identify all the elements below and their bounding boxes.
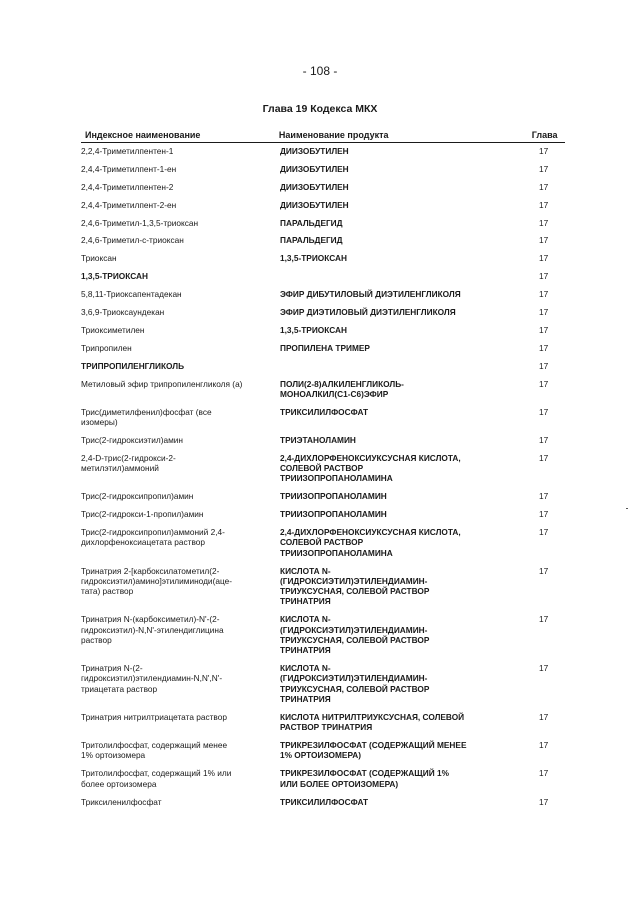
cell-chapter: 17 <box>539 740 549 751</box>
table-row <box>81 307 565 317</box>
cell-chapter: 17 <box>539 199 549 210</box>
cell-product-name: КИСЛОТА N- (ГИДРОКСИЭТИЛ)ЭТИЛЕНДИАМИН- ТРИУКСУСНАЯ, СОЛЕВОЙ РАСТВОР ТРИНАТРИЯ <box>280 565 430 607</box>
table-row <box>81 379 565 400</box>
table-row <box>81 407 565 428</box>
cell-index-name: Трис(2-гидрокси-1-пропил)амин <box>81 509 204 520</box>
cell-index-name: 2,4,6-Триметил-с-триоксан <box>81 235 184 246</box>
cell-index-name: 2,4-D-трис(2-гидрокси-2- метилэтил)аммоний <box>81 452 176 474</box>
table-row <box>81 146 565 156</box>
cell-product-name: ТРИЭТАНОЛАМИН <box>280 434 356 445</box>
table-row <box>81 361 565 371</box>
table-row <box>81 509 565 519</box>
cell-index-name: Тритолилфосфат, содержащий 1% или более ортоизомера <box>81 768 232 789</box>
cell-chapter: 17 <box>539 452 549 463</box>
cell-index-name: 2,4,4-Триметилпент-2-ен <box>81 199 177 210</box>
cell-chapter: 17 <box>539 565 549 576</box>
cell-chapter: 17 <box>539 342 549 353</box>
cell-product-name: ДИИЗОБУТИЛЕН <box>280 199 349 210</box>
cell-product-name: КИСЛОТА N- (ГИДРОКСИЭТИЛ)ЭТИЛЕНДИАМИН- ТРИУКСУСНАЯ, СОЛЕВОЙ РАСТВОР ТРИНАТРИЯ <box>280 663 430 705</box>
cell-index-name: Тритолилфосфат, содержащий менее 1% ортоизомера <box>81 740 228 761</box>
table-row <box>81 527 565 558</box>
table-row <box>81 797 565 807</box>
cell-product-name: 2,4-ДИХЛОРФЕНОКСИУКСУСНАЯ КИСЛОТА, СОЛЕВОЙ РАСТВОР ТРИИЗОПРОПАНОЛАМИНА <box>280 452 461 484</box>
cell-product-name: 2,4-ДИХЛОРФЕНОКСИУКСУСНАЯ КИСЛОТА, СОЛЕВОЙ РАСТВОР ТРИИЗОПРОПАНОЛАМИНА <box>280 527 461 558</box>
cell-product-name: ПОЛИ(2-8)АЛКИЛЕНГЛИКОЛЬ- МОНОАЛКИЛ(С1-С6)ЭФИР <box>280 378 404 399</box>
table-row <box>81 614 565 655</box>
cell-product-name: ТРИКРЕЗИЛФОСФАТ (СОДЕРЖАЩИЙ 1% ИЛИ БОЛЕЕ ОРТОИЗОМЕРА) <box>280 768 449 789</box>
cell-product-name: ЭФИР ДИБУТИЛОВЫЙ ДИЭТИЛЕНГЛИКОЛЯ <box>280 289 461 300</box>
table-row <box>81 271 565 281</box>
cell-index-name: 2,2,4-Триметилпентен-1 <box>81 146 174 156</box>
cell-product-name: ЭФИР ДИЭТИЛОВЫЙ ДИЭТИЛЕНГЛИКОЛЯ <box>280 307 456 318</box>
cell-chapter: 17 <box>539 324 549 335</box>
table-row <box>81 253 565 263</box>
cell-product-name: ПАРАЛЬДЕГИД <box>280 235 343 246</box>
margin-mark <box>626 508 628 509</box>
table-row <box>81 325 565 335</box>
cell-index-name: 5,8,11-Триоксапентадекан <box>81 289 182 300</box>
table-row <box>81 289 565 299</box>
cell-index-name: ТРИПРОПИЛЕНГЛИКОЛЬ <box>81 360 185 371</box>
cell-product-name: ПАРАЛЬДЕГИД <box>280 217 343 228</box>
cell-chapter: 17 <box>539 509 549 520</box>
cell-index-name: Тринатрия 2-[карбоксилатометил(2- гидроксиэтил)амино]этилиминоди(аце- тата) раствор <box>81 565 232 597</box>
cell-chapter: 17 <box>539 527 549 538</box>
cell-product-name <box>279 361 531 371</box>
cell-chapter: 17 <box>539 406 549 417</box>
header-index-name: Индексное наименование <box>85 130 201 140</box>
cell-index-name: 2,4,4-Триметилпентен-2 <box>81 181 174 192</box>
cell-chapter: 17 <box>539 663 549 674</box>
cell-index-name: Триоксиметилен <box>81 324 145 335</box>
cell-chapter: 17 <box>539 796 549 807</box>
cell-chapter: 17 <box>539 307 549 318</box>
table-header <box>81 130 565 143</box>
cell-chapter: 17 <box>539 614 549 625</box>
cell-product-name: ТРИКСИЛИЛФОСФАТ <box>280 406 369 417</box>
cell-chapter: 17 <box>539 289 549 300</box>
cell-index-name: Трис(2-гидроксипропил)амин <box>81 491 194 502</box>
cell-index-name: 2,4,4-Триметилпент-1-ен <box>81 163 177 174</box>
table-row <box>81 740 565 761</box>
cell-chapter: 17 <box>539 768 549 779</box>
cell-product-name: ДИИЗОБУТИЛЕН <box>280 181 349 192</box>
cell-index-name: Метиловый эфир трипропиленгликоля (а) <box>81 378 243 389</box>
cell-product-name: ТРИКСИЛИЛФОСФАТ <box>280 796 369 807</box>
table-row <box>81 663 565 704</box>
header-chapter: Глава <box>531 130 558 140</box>
table-row <box>81 182 565 192</box>
cell-index-name: 3,6,9-Триоксаундекан <box>81 307 165 318</box>
table-row <box>81 218 565 228</box>
table-row <box>81 164 565 174</box>
cell-product-name: ДИИЗОБУТИЛЕН <box>280 146 349 156</box>
page-title: Глава 19 Кодекса МКХ <box>262 103 378 115</box>
cell-index-name: 1,3,5-ТРИОКСАН <box>81 271 148 282</box>
table-body <box>81 143 565 807</box>
cell-chapter: 17 <box>539 217 549 228</box>
header-product-name: Наименование продукта <box>278 130 389 140</box>
page-number: - 108 - <box>302 64 338 78</box>
cell-chapter: 17 <box>539 163 549 174</box>
table-row <box>81 435 565 445</box>
table-row <box>81 566 565 607</box>
cell-chapter: 17 <box>539 711 549 722</box>
cell-product-name: ТРИИЗОПРОПАНОЛАМИН <box>280 491 387 502</box>
cell-chapter: 17 <box>539 360 549 371</box>
cell-chapter: 17 <box>539 146 549 156</box>
table-row <box>81 200 565 210</box>
cell-chapter: 17 <box>539 491 549 502</box>
cell-index-name: Триоксан <box>81 253 117 264</box>
cell-index-name: Трис(2-гидроксиэтил)амин <box>81 434 184 445</box>
table-row <box>81 343 565 353</box>
cell-product-name: КИСЛОТА N- (ГИДРОКСИЭТИЛ)ЭТИЛЕНДИАМИН- ТРИУКСУСНАЯ, СОЛЕВОЙ РАСТВОР ТРИНАТРИЯ <box>280 614 430 656</box>
cell-index-name: Трипропилен <box>81 342 132 353</box>
cell-chapter: 17 <box>539 434 549 445</box>
cell-index-name: Тринатрия N-(2- гидроксиэтил)этилендиамин-N,N',N'- триацетата раствор <box>81 663 223 694</box>
cell-index-name: Триксиленилфосфат <box>81 796 162 807</box>
table-row <box>81 491 565 501</box>
cell-product-name: ТРИКРЕЗИЛФОСФАТ (СОДЕРЖАЩИЙ МЕНЕЕ 1% ОРТОИЗОМЕРА) <box>280 740 467 761</box>
cell-chapter: 17 <box>539 181 549 192</box>
cell-chapter: 17 <box>539 378 549 389</box>
cell-chapter: 17 <box>539 253 549 264</box>
cell-index-name: Тринатрия N-(карбоксиметил)-N'-(2- гидроксиэтил)-N,N'-этилендиглицина раствор <box>81 614 224 645</box>
table-row <box>81 235 565 245</box>
cell-product-name <box>279 271 531 281</box>
cell-index-name: 2,4,6-Триметил-1,3,5-триоксан <box>81 217 199 228</box>
cell-chapter: 17 <box>539 235 549 246</box>
cell-product-name: ДИИЗОБУТИЛЕН <box>280 163 349 174</box>
cell-product-name: 1,3,5-ТРИОКСАН <box>280 324 347 335</box>
cell-product-name: ТРИИЗОПРОПАНОЛАМИН <box>280 509 387 520</box>
cell-chapter: 17 <box>539 271 549 282</box>
cell-index-name: Тринатрия нитрилтриацетата раствор <box>81 711 227 722</box>
cell-product-name: ПРОПИЛЕНА ТРИМЕР <box>280 342 370 353</box>
cell-index-name: Трис(диметилфенил)фосфат (все изомеры) <box>81 406 212 428</box>
cell-index-name: Трис(2-гидроксипропил)аммоний 2,4- дихлорфеноксиацетата раствор <box>81 527 225 548</box>
product-index-table <box>81 130 565 814</box>
table-row <box>81 768 565 789</box>
cell-product-name: КИСЛОТА НИТРИЛТРИУКСУСНАЯ, СОЛЕВОЙ РАСТВОР ТРИНАТРИЯ <box>280 711 465 733</box>
table-row <box>81 712 565 733</box>
cell-product-name: 1,3,5-ТРИОКСАН <box>280 253 347 264</box>
table-row <box>81 453 565 484</box>
